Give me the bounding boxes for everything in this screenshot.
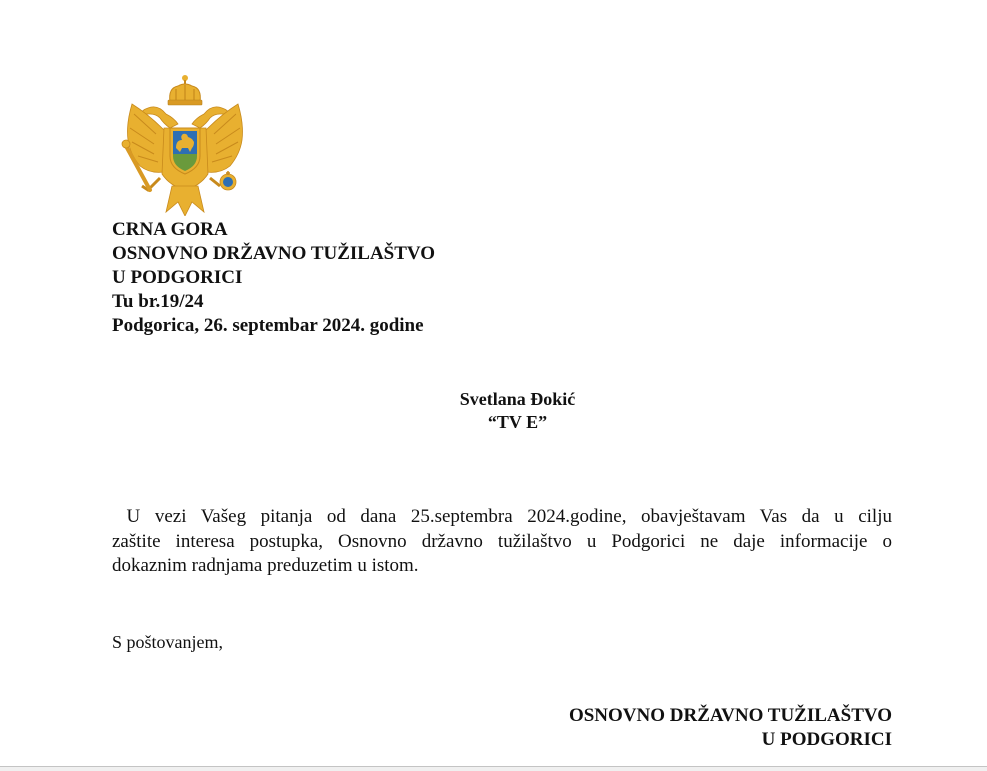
reference-number: Tu br.19/24 [112, 291, 204, 312]
body-line: dokaznim radnjama preduzetim u istom. [112, 555, 419, 576]
recipient-block [400, 388, 635, 434]
header-institution: OSNOVNO DRŽAVNO TUŽILAŠTVO [112, 243, 436, 264]
recipient-organization: “TV E” [487, 412, 548, 432]
closing-salutation: S poštovanjem, [112, 632, 223, 652]
header-country: CRNA GORA [112, 219, 228, 240]
letter-body [112, 505, 892, 579]
signature-city: U PODGORICI [761, 729, 892, 750]
signature-block [569, 704, 892, 752]
document-date: Podgorica, 26. septembar 2024. godine [112, 315, 424, 336]
signature-institution: OSNOVNO DRŽAVNO TUŽILAŠTVO [568, 705, 892, 726]
recipient-name: Svetlana Đokić [459, 389, 576, 409]
page-gutter [0, 767, 987, 771]
body-line: zaštite interesa postupka, Osnovno državno tužilaštvo u Podgorici ne daje informacije o [112, 530, 892, 552]
montenegro-coat-of-arms-icon [120, 74, 250, 216]
issuer-header [112, 218, 435, 338]
header-city: U PODGORICI [112, 267, 243, 288]
body-line: U vezi Vašeg pitanja od dana 25.septembra 2024.godine, obavještavam Vas da u cilju [112, 506, 892, 527]
